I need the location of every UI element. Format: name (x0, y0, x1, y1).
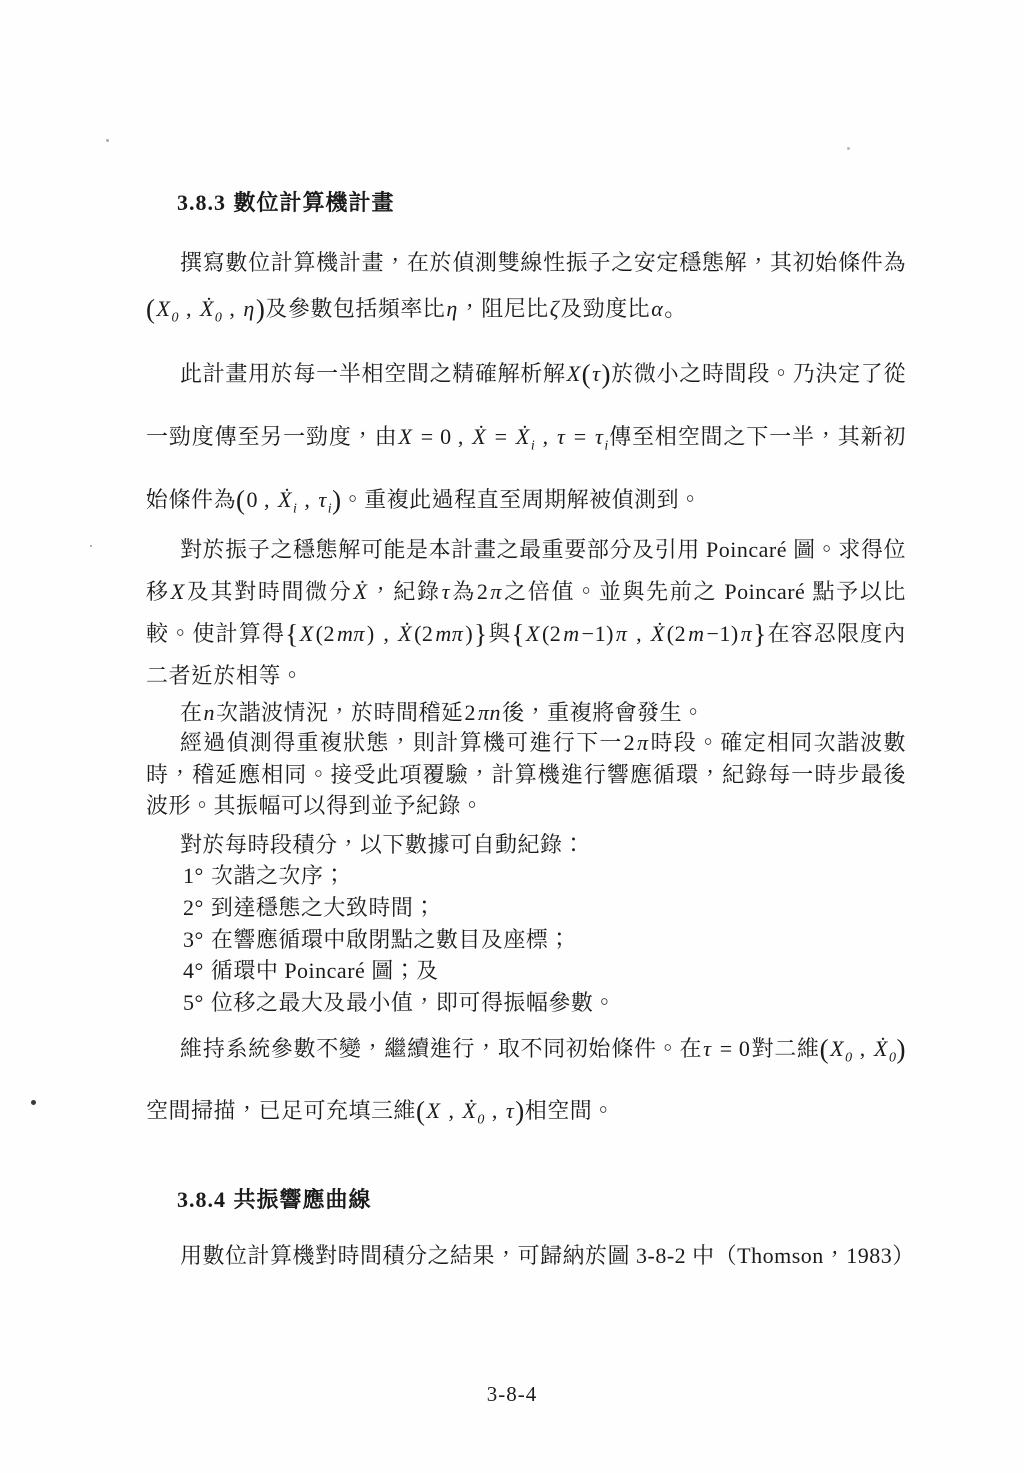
text-run: −1) (581, 621, 614, 646)
text-run: , (223, 296, 242, 321)
scan-speck (106, 139, 109, 142)
paragraph-auto-record-intro (146, 829, 906, 861)
text-run: 共振響應曲線 (227, 1187, 372, 1212)
text-run: π (637, 730, 649, 755)
text-run: τ (594, 424, 604, 449)
list-item (182, 892, 906, 924)
paragraph-initial-conditions (146, 240, 906, 332)
text-run: ( (416, 1096, 426, 1126)
text-run: 與 (487, 621, 512, 646)
text-run: 空間掃描，已足可充填三維 (146, 1098, 417, 1123)
text-run: , (853, 1036, 873, 1061)
text-run: 經過偵測得重複狀態，則計算機可進行下一 (180, 730, 623, 755)
text-run: X (299, 621, 314, 646)
text-run: i (604, 438, 609, 454)
text-run: 用數位計算機對時間積分之結果，可歸納於圖 3-8-2 中（Thomson，1983） (180, 1243, 915, 1268)
text-run: 此計畫用於每一半相空間之精確解析解 (180, 361, 566, 386)
text-run: 2 (464, 700, 477, 725)
text-run: 位移之最大及最小值，即可得振幅參數。 (204, 990, 616, 1016)
text-run: 2 (476, 579, 489, 604)
text-run: } (753, 619, 767, 649)
list-item (182, 924, 906, 956)
list-item (182, 955, 906, 987)
text-run: Ẋ (472, 424, 487, 449)
text-run: 。重複此過程直至周期解被偵測到。 (341, 487, 702, 512)
text-run: ) (515, 1096, 525, 1126)
text-run: = 0 (713, 1036, 751, 1061)
text-run: ，紀錄 (368, 579, 441, 604)
text-run: π (490, 579, 502, 604)
text-run: 2 (623, 730, 636, 755)
text-run: ，阻尼比 (458, 296, 549, 321)
text-run: Ẋ (462, 1098, 477, 1123)
text-run: { (511, 619, 525, 649)
text-run: 對於每時段積分，以下數據可自動紀錄： (180, 832, 586, 857)
text-run: 次諧之次序； (204, 863, 346, 888)
scan-speck (31, 1100, 36, 1105)
text-run: ) (255, 294, 266, 324)
text-run: X (526, 621, 540, 646)
numbered-list (146, 860, 906, 1019)
text-run: 為 (451, 579, 476, 604)
text-run: i (292, 501, 298, 517)
text-run: πn (478, 700, 502, 725)
text-run: α (651, 296, 664, 321)
text-run: X (426, 1098, 441, 1123)
section-heading-3-8-4 (176, 1183, 936, 1214)
text-run: X (566, 361, 581, 386)
text-run: τ (556, 424, 566, 449)
text-run: 4° (183, 958, 204, 984)
text-run: τ (505, 1098, 515, 1123)
text-run: Ẋ (515, 424, 530, 449)
text-run: , (298, 487, 317, 512)
text-run: 傳至相空間之下一半，其新初始條件為 (146, 424, 906, 512)
text-run: 3° (183, 926, 204, 952)
text-run: τ (703, 1036, 712, 1061)
text-run: 後，重複將會發生。 (502, 700, 705, 725)
paragraph-poincare-comparison (146, 529, 906, 697)
section-heading-3-8-3 (176, 186, 936, 217)
text-run: 次諧波情況，於時間稽延 (216, 700, 464, 725)
text-run: 。 (664, 296, 687, 321)
text-run: = 0 , (414, 424, 471, 449)
text-run: ) (601, 359, 612, 389)
text-run: ) (896, 1034, 906, 1064)
text-run: 及參數包括頻率比 (265, 296, 446, 321)
text-run: π (740, 621, 753, 646)
text-run: n (203, 700, 216, 725)
text-run: Ẋ (650, 621, 665, 646)
text-run: 2° (183, 894, 204, 920)
text-run: −1) (706, 621, 739, 646)
text-run: Ẋ (874, 1036, 888, 1061)
text-run: Ẋ (278, 487, 292, 512)
text-run: 1° (183, 863, 204, 888)
text-run: 0 (477, 1112, 485, 1128)
text-run: 3.8.3 (177, 190, 226, 215)
paragraph-repeat-detection (146, 727, 906, 822)
page-number: 3-8-4 (486, 1382, 538, 1406)
text-run: X (170, 579, 185, 604)
text-run: ) (465, 621, 474, 646)
text-run: Ẋ (398, 621, 413, 646)
text-run: 0 (888, 1050, 897, 1066)
text-run: 循環中 Poincaré 圖；及 (204, 958, 439, 984)
text-run: 對於振子之穩態解可能是本計畫之最重要部分及引用 Poincaré 圖。求得位移 (146, 537, 906, 604)
text-run: = (488, 424, 514, 449)
text-run: (2 (414, 621, 434, 646)
text-run: 及勁度比 (560, 296, 651, 321)
text-run: π (615, 621, 628, 646)
text-run: (2 (315, 621, 335, 646)
text-run: , (536, 424, 555, 449)
text-run: ζ (549, 296, 560, 321)
text-run: ( (146, 294, 156, 324)
text-run: 撰寫數位計算機計畫，在於偵測雙線性振子之安定穩態解，其初始條件為 (180, 250, 906, 275)
paragraph-half-phase-space (146, 342, 906, 531)
text-run: τ (441, 579, 451, 604)
text-run: , (629, 621, 649, 646)
text-run: ( (819, 1034, 830, 1064)
text-run: X (830, 1036, 845, 1061)
text-run: 對二維 (751, 1036, 820, 1061)
text-run: 相空間。 (524, 1098, 615, 1123)
text-run: ) (366, 621, 375, 646)
text-run: 及其對時間微分 (185, 579, 353, 604)
text-run: τ (592, 361, 601, 386)
text-run: mπ (435, 621, 464, 646)
text-run: m (688, 621, 705, 646)
text-run: 到達穩態之大致時間； (204, 894, 436, 920)
text-run: m (563, 621, 580, 646)
text-run: 0 (845, 1050, 853, 1066)
text-run: 之倍值。並與先前之 Poincaré 點予以比較。使計算得 (146, 579, 906, 646)
text-run: Ẋ (199, 296, 214, 321)
text-run: ) (332, 485, 342, 515)
text-run: ( (236, 485, 246, 515)
text-run: , (179, 296, 198, 321)
text-run: 5° (183, 990, 204, 1016)
text-run: 在 (180, 700, 203, 725)
text-run: η (243, 296, 255, 321)
text-run: 維持系統參數不變，繼續進行，取不同初始條件。在 (180, 1036, 703, 1061)
text-run: = (567, 424, 593, 449)
text-run: 0 (214, 310, 223, 326)
text-run: τ (318, 487, 327, 512)
text-run: 0 (171, 310, 179, 326)
list-item (182, 987, 906, 1019)
text-run: 0 , (246, 487, 277, 512)
text-run: , (376, 621, 397, 646)
text-run: η (446, 296, 458, 321)
text-run: i (530, 438, 536, 454)
text-run: { (285, 619, 299, 649)
text-run: X (398, 424, 413, 449)
text-run: , (485, 1098, 504, 1123)
list-item (182, 860, 906, 892)
text-run: 3.8.4 (177, 1187, 226, 1212)
text-run: 時段。確定相同次諧波數時，稽延應相同。接受此項覆驗，計算機進行響應循環，紀錄每一時步最後波形。其振幅可以得到並予紀錄。 (146, 730, 906, 818)
text-run: (2 (541, 621, 562, 646)
text-run: i (327, 501, 333, 517)
text-run: X (156, 296, 171, 321)
paragraph-resonance-results (146, 1240, 915, 1272)
text-run: mπ (336, 621, 365, 646)
text-run: 於微小之時間段。乃決定了從一勁度傳至另一勁度，由 (146, 361, 906, 449)
text-run: 在容忍限度內二者近於相等。 (146, 621, 906, 688)
text-run: , (442, 1098, 461, 1123)
scan-speck (847, 147, 850, 150)
text-run: 數位計算機計畫 (227, 190, 395, 215)
text-run: ( (581, 359, 592, 389)
text-run: Ẋ (353, 579, 368, 604)
scan-speck (90, 545, 92, 547)
paragraph-subharmonic-case (146, 697, 906, 729)
text-run: } (474, 619, 488, 649)
text-run: 在響應循環中啟閉點之數目及座標； (204, 926, 571, 952)
text-run: (2 (666, 621, 687, 646)
paragraph-phase-space-scan (146, 1018, 906, 1142)
